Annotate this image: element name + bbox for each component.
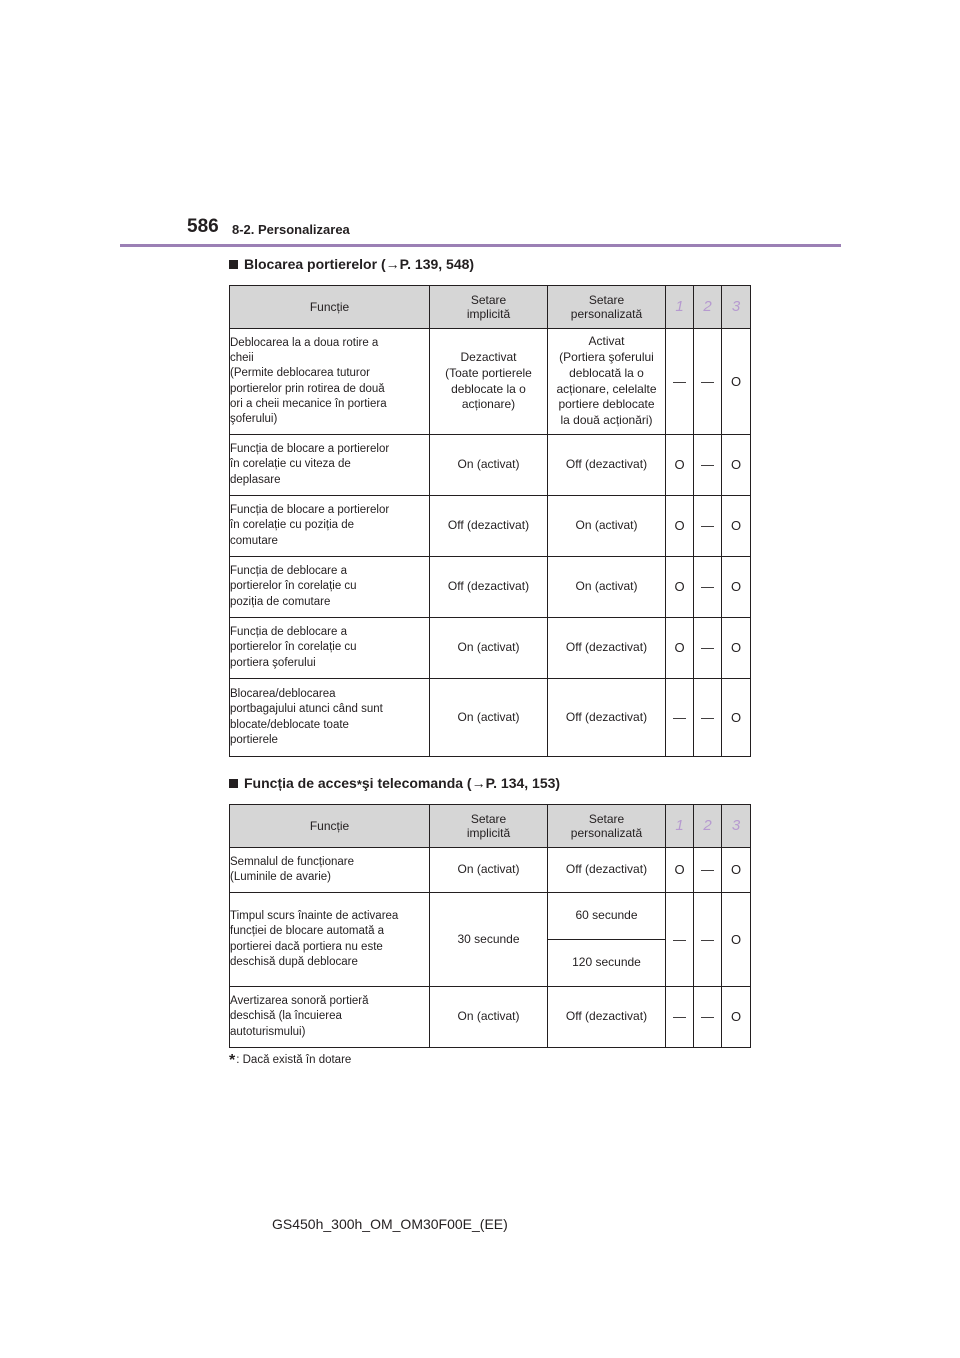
mark-col1: — xyxy=(666,987,694,1048)
function-cell: Funcția de blocare a portierelor în corelație cu viteza de deplasare xyxy=(230,435,430,496)
header-col1: 1 xyxy=(666,286,694,329)
table-row xyxy=(230,893,751,940)
mark-col1: O xyxy=(666,557,694,618)
bullet-square-icon xyxy=(229,779,238,788)
table-row xyxy=(230,329,751,435)
default-value-cell: On (activat) xyxy=(430,987,548,1048)
table-row xyxy=(230,679,751,757)
entry-remote-table xyxy=(229,804,751,1048)
footnote xyxy=(229,1052,351,1070)
custom-value-cell: Off (dezactivat) xyxy=(548,679,666,757)
heading-door-lock xyxy=(229,256,474,272)
mark-col1: O xyxy=(666,435,694,496)
mark-col2: — xyxy=(694,557,722,618)
mark-col3: O xyxy=(722,435,751,496)
custom-value-cell: Off (dezactivat) xyxy=(548,618,666,679)
door-lock-table xyxy=(229,285,751,757)
table-row xyxy=(230,435,751,496)
table-row xyxy=(230,987,751,1048)
mark-col3: O xyxy=(722,496,751,557)
mark-col2: — xyxy=(694,987,722,1048)
default-value-cell: On (activat) xyxy=(430,848,548,893)
default-value-cell: Dezactivat (Toate portierele deblocate la o acționare) xyxy=(430,329,548,435)
heading-text-post: şi telecomanda (→P. 134, 153) xyxy=(361,775,561,791)
function-cell: Funcția de blocare a portierelor în corelație cu poziția de comutare xyxy=(230,496,430,557)
header-default: Setare implicită xyxy=(430,286,548,329)
header-custom: Setare personalizată xyxy=(548,286,666,329)
mark-col2: — xyxy=(694,618,722,679)
heading-entry-function: Funcția de acces * şi telecomanda (→P. 134, 153) xyxy=(229,775,560,791)
mark-col3: O xyxy=(722,987,751,1048)
table-row xyxy=(230,557,751,618)
table-row xyxy=(230,618,751,679)
custom-value-cell: Off (dezactivat) xyxy=(548,435,666,496)
table-header-row xyxy=(230,286,751,329)
function-cell: Blocarea/deblocarea portbagajului atunci când sunt blocate/deblocate toate portierele xyxy=(230,679,430,757)
mark-col1: O xyxy=(666,618,694,679)
footnote-text: : Dacă există în dotare xyxy=(236,1054,352,1066)
mark-col1: — xyxy=(666,679,694,757)
default-value-cell: On (activat) xyxy=(430,435,548,496)
mark-col3: O xyxy=(722,557,751,618)
custom-value-cell: On (activat) xyxy=(548,496,666,557)
page-number: 586 xyxy=(187,216,219,237)
header-col1: 1 xyxy=(666,805,694,848)
header-function: Funcție xyxy=(230,805,430,848)
bullet-square-icon xyxy=(229,260,238,269)
custom-value-cell: Off (dezactivat) xyxy=(548,848,666,893)
custom-value-cell: 60 secunde xyxy=(548,893,666,940)
mark-col1: O xyxy=(666,848,694,893)
custom-value-cell: 120 secunde xyxy=(548,940,666,987)
mark-col2: — xyxy=(694,893,722,987)
table-row xyxy=(230,496,751,557)
function-cell: Funcția de deblocare a portierelor în corelație cu portiera şoferului xyxy=(230,618,430,679)
custom-value-cell: On (activat) xyxy=(548,557,666,618)
header-col3: 3 xyxy=(722,286,751,329)
header-function: Funcție xyxy=(230,286,430,329)
footnote-star: * xyxy=(229,1052,236,1069)
mark-col3: O xyxy=(722,679,751,757)
function-cell: Deblocarea la a doua rotire a cheii (Permite deblocarea tuturor portierelor prin rotirea de două ori a cheii mecanice în portiera şoferului) xyxy=(230,329,430,435)
function-cell: Semnalul de funcționare (Luminile de avarie) xyxy=(230,848,430,893)
header-col2: 2 xyxy=(694,286,722,329)
function-cell: Timpul scurs înainte de activarea funcției de blocare automată a portierei dacă portiera nu este deschisă după deblocare xyxy=(230,893,430,987)
header-col2: 2 xyxy=(694,805,722,848)
mark-col3: O xyxy=(722,848,751,893)
section-title: 8-2. Personalizarea xyxy=(232,222,350,237)
mark-col1: O xyxy=(666,496,694,557)
mark-col1: — xyxy=(666,893,694,987)
default-value-cell: Off (dezactivat) xyxy=(430,496,548,557)
function-cell: Avertizarea sonoră portieră deschisă (la încuierea autoturismului) xyxy=(230,987,430,1048)
table-row xyxy=(230,848,751,893)
mark-col3: O xyxy=(722,618,751,679)
mark-col2: — xyxy=(694,496,722,557)
header-col3: 3 xyxy=(722,805,751,848)
header-default: Setare implicită xyxy=(430,805,548,848)
header-custom: Setare personalizată xyxy=(548,805,666,848)
heading-text-pre: Funcția de acces xyxy=(244,775,357,791)
mark-col3: O xyxy=(722,893,751,987)
function-cell: Funcția de deblocare a portierelor în corelație cu poziția de comutare xyxy=(230,557,430,618)
custom-value-cell: Off (dezactivat) xyxy=(548,987,666,1048)
mark-col2: — xyxy=(694,848,722,893)
mark-col1: — xyxy=(666,329,694,435)
mark-col2: — xyxy=(694,435,722,496)
custom-value-cell: Activat (Portiera şoferului deblocată la o acționare, celelalte portiere deblocate la două acționări) xyxy=(548,329,666,435)
default-value-cell: Off (dezactivat) xyxy=(430,557,548,618)
document-code: GS450h_300h_OM_OM30F00E_(EE) xyxy=(272,1216,508,1232)
default-value-cell: On (activat) xyxy=(430,618,548,679)
mark-col3: O xyxy=(722,329,751,435)
default-value-cell: On (activat) xyxy=(430,679,548,757)
table-header-row xyxy=(230,805,751,848)
header-rule xyxy=(120,244,841,247)
mark-col2: — xyxy=(694,679,722,757)
default-value-cell: 30 secunde xyxy=(430,893,548,987)
heading-text: Blocarea portierelor (→P. 139, 548) xyxy=(244,256,475,272)
mark-col2: — xyxy=(694,329,722,435)
